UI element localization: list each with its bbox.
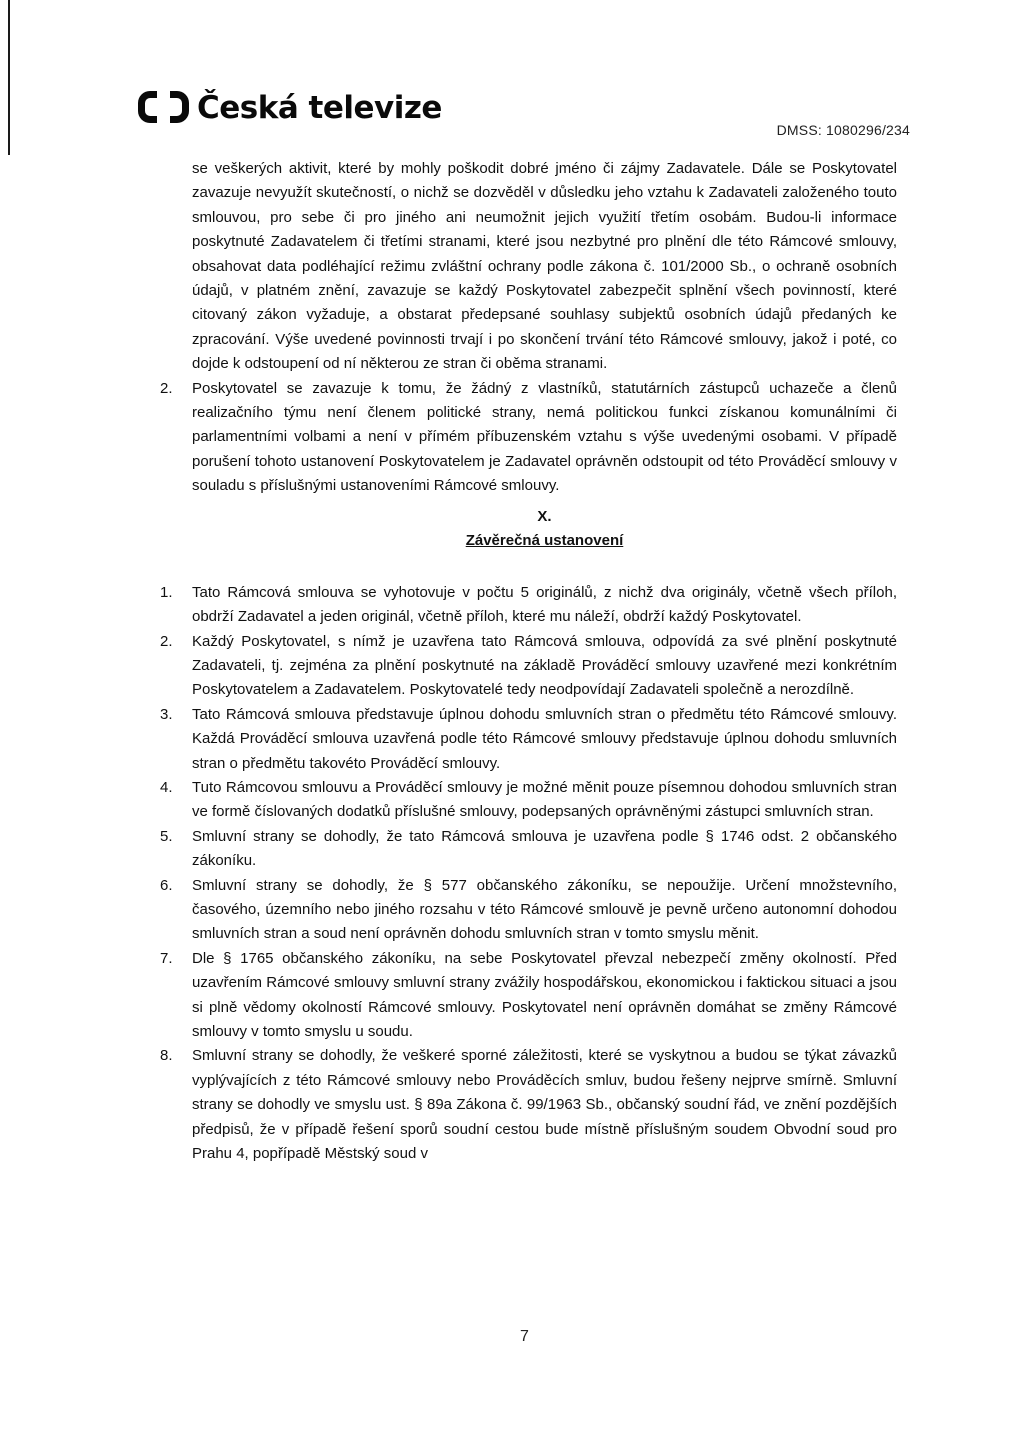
item-text: Každý Poskytovatel, s nímž je uzavřena tato Rámcová smlouva, odpovídá za své plnění poskytnuté Zadavateli, tj. zejména za plnění poskytnuté na základě Prováděcí smlouvy uzavřené mezi konkrétním Poskytovatelem a Zadavatelem. Poskytovatelé tedy neodpovídají Zadavateli společně a nerozdílně. <box>192 632 897 699</box>
document-body <box>155 157 897 1166</box>
item-text: Dle § 1765 občanského zákoníku, na sebe Poskytovatel převzal nebezpečí změny okolností. Před uzavřením Rámcové smlouvy smluvní strany zvážily hospodářskou, ekonomickou i faktickou situaci a jsou si plně vědomy okolností Rámcové smlouvy. Poskytovatel není oprávněn domáhat se změny Rámcové smlouvy v tomto smyslu u soudu. <box>192 949 897 1040</box>
item-number: 5. <box>160 827 173 845</box>
item-text: Poskytovatel se zavazuje k tomu, že žádný z vlastníků, statutárních zástupců uchazeče a členů realizačního týmu není členem politické strany, nemá politickou funkci získanou komunálními či parlamentními volbami a není v přímém příbuzenském vztahu s výše uvedenými osobami. V případě porušení tohoto ustanovení Poskytovatelem je Zadavatel oprávněn odstoupit od této Prováděcí smlouvy v souladu s příslušnými ustanoveními Rámcové smlouvy. <box>192 379 897 495</box>
item-text: Tato Rámcová smlouva se vyhotovuje v počtu 5 originálů, z nichž dva originály, včetně všech příloh, obdrží Zadavatel a jeden originál, včetně příloh, které mu náleží, obdrží každý Poskytovatel. <box>192 583 897 626</box>
brand-logo <box>136 87 442 129</box>
item-text: Smluvní strany se dohodly, že veškeré sporné záležitosti, které se vyskytnou a budou se týkat závazků vyplývajících z této Rámcové smlouvy nebo Prováděcích smluv, budou řešeny nejprve smírně. Smluvní strany se dohodly ve smyslu ust. § 89a Zákona č. 99/1963 Sb., občanský soudní řád, ve znění pozdějších předpisů, že v případě řešení sporů soudní cestou bude místně příslušným soudem Obvodní soud pro Prahu 4, popřípadě Městský soud v <box>192 1047 897 1163</box>
item-number: 8. <box>160 1047 173 1065</box>
section-number: X. <box>537 507 552 525</box>
item-text: Tuto Rámcovou smlouvu a Prováděcí smlouvy je možné měnit pouze písemnou dohodou smluvních stran ve formě číslovaných dodatků příslušné smlouvy, podepsaných oprávněnými zástupci smluvních stran. <box>192 778 897 821</box>
section-title: Závěrečná ustanovení <box>465 531 624 549</box>
list-item <box>155 1044 897 1166</box>
intro-paragraph: se veškerých aktivit, které by mohly poškodit dobré jméno či zájmy Zadavatele. Dále se Poskytovatel zavazuje nevyužít skutečností, o nichž se dozvěděl v důsledku jeho vztahu k Zadavateli založeného touto smlouvou, pro sebe či pro jiného ani neumožnit jejich využití třetím osobám. Budou-li informace poskytnuté Zadavatelem či třetími stranami, které jsou nezbytné pro plnění dle této Rámcové smlouvy, obsahovat data podléhající režimu zvláštní ochrany podle zákona č. 101/2000 Sb., o ochraně osobních údajů, v platném znění, zavazuje se každý Poskytovatel zabezpečit splnění všech povinností, které citovaný zákon vyžaduje, a obstarat předepsané souhlasy subjektů osobních údajů předaných ke zpracování. Výše uvedené povinnosti trvají i po skončení trvání této Rámcové smlouvy, jakož i poté, co dojde k odstoupení od ní některou ze stran či oběma stranami. <box>192 160 897 373</box>
page-number: 7 <box>520 1328 529 1345</box>
item-text: Smluvní strany se dohodly, že § 577 občanského zákoníku, se nepoužije. Určení množstevního, časového, územního nebo jiného rozsahu v této Rámcové smlouvě je pevně určeno autonomní dohodou smluvních stran a soud není oprávněn dohodu smluvních stran v tomto smyslu měnit. <box>192 876 897 943</box>
item-number: 7. <box>160 949 173 967</box>
item-number: 6. <box>160 876 173 894</box>
scan-edge-line <box>8 0 10 155</box>
list-item <box>155 703 897 776</box>
list-item <box>155 776 897 825</box>
document-id: DMSS: 1080296/234 <box>776 122 910 138</box>
brand-name: Česká televize <box>197 90 442 126</box>
list-item <box>155 874 897 947</box>
item-number: 1. <box>160 583 173 601</box>
list-item <box>155 825 897 874</box>
list-item <box>155 630 897 703</box>
item-text: Tato Rámcová smlouva představuje úplnou dohodu smluvních stran o předmětu této Rámcové smlouvy. Každá Prováděcí smlouva uzavřená podle této Rámcové smlouvy představuje úplnou dohodu smluvních stran o předmětu takovéto Prováděcí smlouvy. <box>192 705 897 772</box>
item-number: 4. <box>160 778 173 796</box>
ct-logo-icon <box>136 87 196 129</box>
page-header <box>136 84 910 138</box>
list-item <box>155 947 897 1045</box>
item-number: 3. <box>160 705 173 723</box>
item-number: 2. <box>160 632 173 650</box>
item-number: 2. <box>160 379 173 397</box>
item-text: Smluvní strany se dohodly, že tato Rámcová smlouva je uzavřena podle § 1746 odst. 2 občanského zákoníku. <box>192 827 897 870</box>
list-item <box>155 377 897 499</box>
list-item <box>155 581 897 630</box>
